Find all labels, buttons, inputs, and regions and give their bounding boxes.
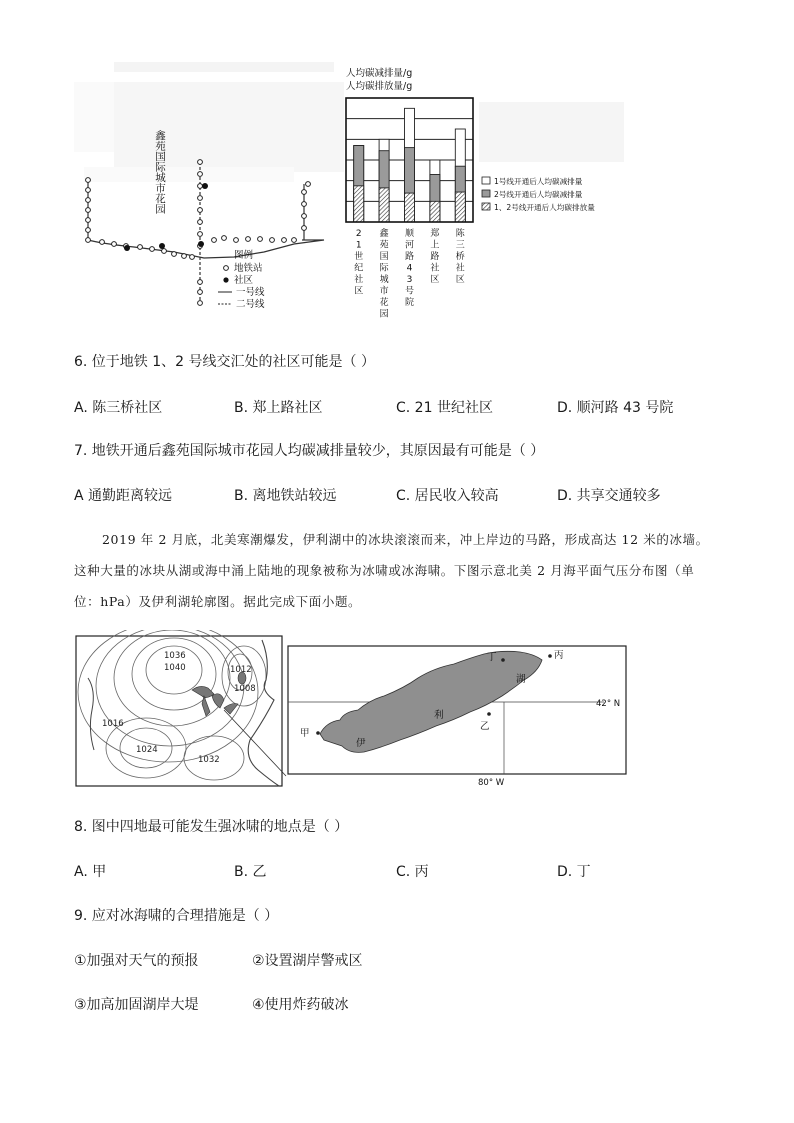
bar-series-3 bbox=[405, 193, 415, 222]
q6-option-a[interactable]: A. 陈三桥社区 bbox=[74, 400, 163, 416]
lake-point-ding: 丁 bbox=[487, 652, 497, 663]
q6-option-b[interactable]: B. 郑上路社区 bbox=[234, 400, 323, 416]
category-label-char: 1 bbox=[355, 240, 362, 251]
q6-option-d[interactable]: D. 顺河路 43 号院 bbox=[557, 400, 674, 416]
category-label-char: 纪 bbox=[354, 263, 364, 274]
category-label-char: 区 bbox=[430, 275, 440, 285]
isobar-label-1040: 1040 bbox=[164, 663, 186, 673]
community-markers bbox=[124, 183, 208, 251]
category-label-char: 城 bbox=[379, 275, 389, 285]
chart-category-labels bbox=[354, 227, 466, 320]
legend-swatch bbox=[482, 190, 490, 197]
passage-line-2: 这种大量的冰块从湖或海中涌上陆地的现象被称为冰啸或冰海啸。下图示意北美 2 月海平面气压分布图（单 bbox=[74, 563, 695, 578]
category-label-char: 院 bbox=[404, 298, 415, 308]
legend-title: 图例 bbox=[234, 250, 254, 261]
bar-series-3 bbox=[354, 186, 364, 222]
category-label-char: 区 bbox=[354, 286, 364, 297]
category-label-char: 4 bbox=[406, 263, 413, 274]
category-label-char: 鑫 bbox=[379, 229, 389, 239]
q7-option-d[interactable]: D. 共享交通较多 bbox=[557, 488, 661, 504]
category-label-char: 苑 bbox=[379, 240, 389, 251]
legend-line-1: 一号线 bbox=[236, 287, 265, 298]
isobar-label-1008: 1008 bbox=[234, 684, 256, 694]
q8-option-c[interactable]: C. 丙 bbox=[396, 864, 429, 880]
q9-item-1[interactable]: ①加强对天气的预报 bbox=[74, 953, 199, 969]
chart-title-line-2: 人均碳排放量/g bbox=[346, 81, 413, 92]
community-label-xinyuan: 鑫苑国际城市花园 bbox=[154, 130, 166, 214]
lake-erie-inset bbox=[288, 646, 626, 788]
category-label-char: 路 bbox=[430, 252, 440, 262]
category-label-char: 三 bbox=[455, 240, 465, 251]
question-9-stem: 9. 应对冰海啸的合理措施是（ ） bbox=[74, 908, 279, 924]
lake-point-yi: 乙 bbox=[480, 721, 490, 732]
passage-line-1: 2019 年 2 月底，北美寒潮爆发，伊利湖中的冰块滚滚而来，冲上岸边的马路，形成高达 12 米的冰墙。 bbox=[102, 532, 709, 547]
category-label-char: 上 bbox=[430, 240, 440, 251]
category-label-char: 世 bbox=[354, 252, 364, 262]
lake-name-char-1: 伊 bbox=[356, 738, 366, 749]
isobar-label-1012: 1012 bbox=[230, 665, 252, 675]
legend-line-2: 二号线 bbox=[236, 299, 265, 310]
category-label-char: 花 bbox=[379, 298, 389, 308]
q9-item-4[interactable]: ④使用炸药破冰 bbox=[252, 997, 349, 1013]
latitude-label: 42° N bbox=[596, 699, 621, 709]
legend-swatch bbox=[482, 203, 490, 210]
chart-legend bbox=[482, 176, 595, 212]
lake-point-bing: 丙 bbox=[554, 650, 564, 661]
lake-name-char-2: 利 bbox=[434, 710, 444, 721]
legend-entry: 1、2号线开通后人均碳排放量 bbox=[494, 203, 595, 212]
category-label-char: 区 bbox=[455, 275, 465, 285]
isobar-label-1036: 1036 bbox=[164, 651, 186, 661]
q7-option-b[interactable]: B. 离地铁站较远 bbox=[234, 488, 337, 504]
category-label-char: 桥 bbox=[455, 252, 465, 262]
category-label-char: 社 bbox=[455, 263, 465, 274]
question-8-stem: 8. 图中四地最可能发生强冰啸的地点是（ ） bbox=[74, 819, 349, 835]
lake-point-jia: 甲 bbox=[300, 728, 310, 739]
chart-bars bbox=[354, 108, 466, 222]
q6-option-c[interactable]: C. 21 世纪社区 bbox=[396, 400, 493, 416]
isobar-label-1024: 1024 bbox=[136, 745, 158, 755]
figure-metro-carbon bbox=[74, 62, 624, 322]
chart-title-line-1: 人均碳减排量/g bbox=[346, 68, 413, 79]
passage-line-3: 位：hPa）及伊利湖轮廓图。据此完成下面小题。 bbox=[74, 594, 362, 609]
legend-station: 地铁站 bbox=[234, 263, 263, 274]
legend-entry: 2号线开通后人均碳减排量 bbox=[494, 190, 583, 199]
question-7-stem: 7. 地铁开通后鑫苑国际城市花园人均碳减排量较少，其原因最有可能是（ ） bbox=[74, 443, 545, 459]
legend-entry: 1号线开通后人均碳减排量 bbox=[494, 177, 583, 186]
legend-swatch bbox=[482, 177, 490, 184]
isobar-label-1032: 1032 bbox=[198, 755, 220, 765]
q9-item-3[interactable]: ③加高加固湖岸大堤 bbox=[74, 997, 199, 1013]
bar-series-3 bbox=[455, 192, 465, 222]
q8-option-a[interactable]: A. 甲 bbox=[74, 864, 107, 880]
category-label-char: 市 bbox=[379, 286, 389, 297]
bar-series-3 bbox=[379, 188, 389, 222]
longitude-label: 80° W bbox=[478, 778, 505, 788]
isobar-label-1016: 1016 bbox=[102, 719, 124, 729]
category-label-char: 号 bbox=[404, 286, 415, 297]
category-label-char: 路 bbox=[404, 252, 415, 262]
bar-series-3 bbox=[430, 201, 440, 222]
lake-name-char-3: 湖 bbox=[516, 674, 526, 685]
q7-option-c[interactable]: C. 居民收入较高 bbox=[396, 488, 499, 504]
legend-community: 社区 bbox=[234, 275, 254, 286]
category-label-char: 河 bbox=[404, 240, 415, 251]
category-label-char: 社 bbox=[354, 275, 364, 285]
pressure-map bbox=[76, 630, 286, 786]
metro-legend bbox=[218, 249, 265, 310]
category-label-char: 顺 bbox=[404, 229, 415, 239]
figure-pressure-lake bbox=[74, 630, 634, 790]
question-6-stem: 6. 位于地铁 1、2 号线交汇处的社区可能是（ ） bbox=[74, 354, 375, 370]
category-label-char: 际 bbox=[379, 263, 389, 274]
category-label-char: 陈 bbox=[455, 229, 465, 239]
q8-option-d[interactable]: D. 丁 bbox=[557, 864, 591, 880]
q9-item-2[interactable]: ②设置湖岸警戒区 bbox=[252, 953, 363, 969]
category-label-char: 郑 bbox=[430, 229, 440, 239]
category-label-char: 国 bbox=[379, 252, 389, 262]
category-label-char: 2 bbox=[355, 229, 362, 239]
category-label-char: 3 bbox=[406, 275, 413, 285]
q7-option-a[interactable]: A 通勤距离较远 bbox=[74, 488, 173, 504]
category-label-char: 园 bbox=[379, 309, 389, 320]
category-label-char: 社 bbox=[430, 263, 440, 274]
q8-option-b[interactable]: B. 乙 bbox=[234, 864, 267, 880]
